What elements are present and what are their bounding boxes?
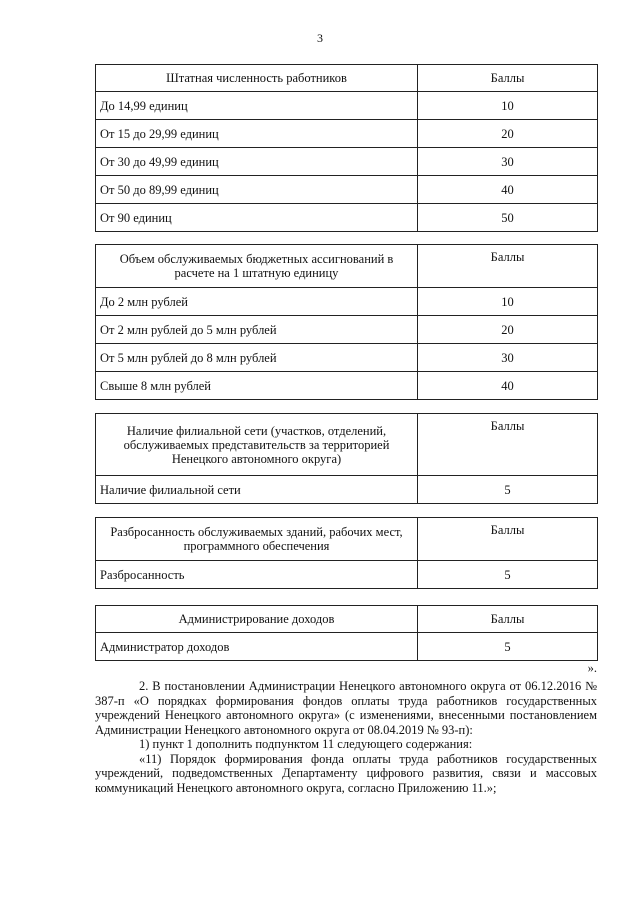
page-number: 3 xyxy=(317,31,323,45)
table-header-criterion: Штатная численность работников xyxy=(96,65,418,92)
table-header-points: Баллы xyxy=(418,518,598,561)
table-row xyxy=(96,316,598,344)
table-row xyxy=(96,148,598,176)
table-header-criterion: Администрирование доходов xyxy=(96,606,418,633)
table-row xyxy=(96,561,598,589)
staff-count-table xyxy=(95,64,598,232)
row-label: От 2 млн рублей до 5 млн рублей xyxy=(96,316,418,344)
table-row xyxy=(96,92,598,120)
row-label: От 30 до 49,99 единиц xyxy=(96,148,418,176)
paragraph-subitem: 1) пункт 1 дополнить подпунктом 11 следующего содержания: xyxy=(139,737,473,751)
paragraph-quoted-text: «11) Порядок формирования фонда оплаты труда работников государственных учреждений, подведомственных Департаменту цифрового развития, связи и массовых коммуникаций Ненецкого автономного округа, согласно Приложению 11.»; xyxy=(95,751,597,795)
row-label: Администратор доходов xyxy=(96,633,418,661)
table-row xyxy=(96,204,598,232)
row-points: 10 xyxy=(418,92,598,120)
row-points: 40 xyxy=(418,176,598,204)
row-points: 50 xyxy=(418,204,598,232)
row-points: 5 xyxy=(418,476,598,504)
paragraph-amendment-intro: 2. В постановлении Администрации Ненецкого автономного округа от 06.12.2016 № 387-п «О порядках формирования фондов оплаты труда работников государственных учреждений Ненецкого автономного округа» (с изменениями, внесенными постановлением Администрации Ненецкого автономного округа от 08.04.2019 № 93-п): xyxy=(95,679,597,737)
row-label: До 2 млн рублей xyxy=(96,288,418,316)
table-header-points: Баллы xyxy=(418,606,598,633)
table-header-criterion: Разбросанность обслуживаемых зданий, рабочих мест, программного обеспечения xyxy=(96,518,418,561)
row-points: 40 xyxy=(418,372,598,400)
table-row xyxy=(96,120,598,148)
table-row xyxy=(96,476,598,504)
row-label: Разбросанность xyxy=(96,561,418,589)
row-points: 5 xyxy=(418,561,598,589)
row-points: 5 xyxy=(418,633,598,661)
table-header-points: Баллы xyxy=(418,414,598,476)
branch-network-table xyxy=(95,413,598,504)
table-row xyxy=(96,372,598,400)
row-label: До 14,99 единиц xyxy=(96,92,418,120)
table-header-criterion: Наличие филиальной сети (участков, отделений, обслуживаемых представительств за территорией Ненецкого автономного округа) xyxy=(96,414,418,476)
revenue-administration-table xyxy=(95,605,598,661)
row-points: 30 xyxy=(418,344,598,372)
table-row xyxy=(96,176,598,204)
row-points: 20 xyxy=(418,120,598,148)
row-label: Наличие филиальной сети xyxy=(96,476,418,504)
table-row xyxy=(96,344,598,372)
table-row xyxy=(96,633,598,661)
row-points: 20 xyxy=(418,316,598,344)
row-label: От 5 млн рублей до 8 млн рублей xyxy=(96,344,418,372)
row-label: От 90 единиц xyxy=(96,204,418,232)
table-header-criterion: Объем обслуживаемых бюджетных ассигнований в расчете на 1 штатную единицу xyxy=(96,245,418,288)
row-label: От 50 до 89,99 единиц xyxy=(96,176,418,204)
body-text xyxy=(95,679,597,795)
row-points: 30 xyxy=(418,148,598,176)
row-label: Свыше 8 млн рублей xyxy=(96,372,418,400)
budget-allocation-table xyxy=(95,244,598,400)
table-header-points: Баллы xyxy=(418,245,598,288)
table-row xyxy=(96,288,598,316)
dispersion-table xyxy=(95,517,598,589)
closing-quote-mark: ». xyxy=(587,661,597,675)
row-points: 10 xyxy=(418,288,598,316)
row-label: От 15 до 29,99 единиц xyxy=(96,120,418,148)
table-header-points: Баллы xyxy=(418,65,598,92)
